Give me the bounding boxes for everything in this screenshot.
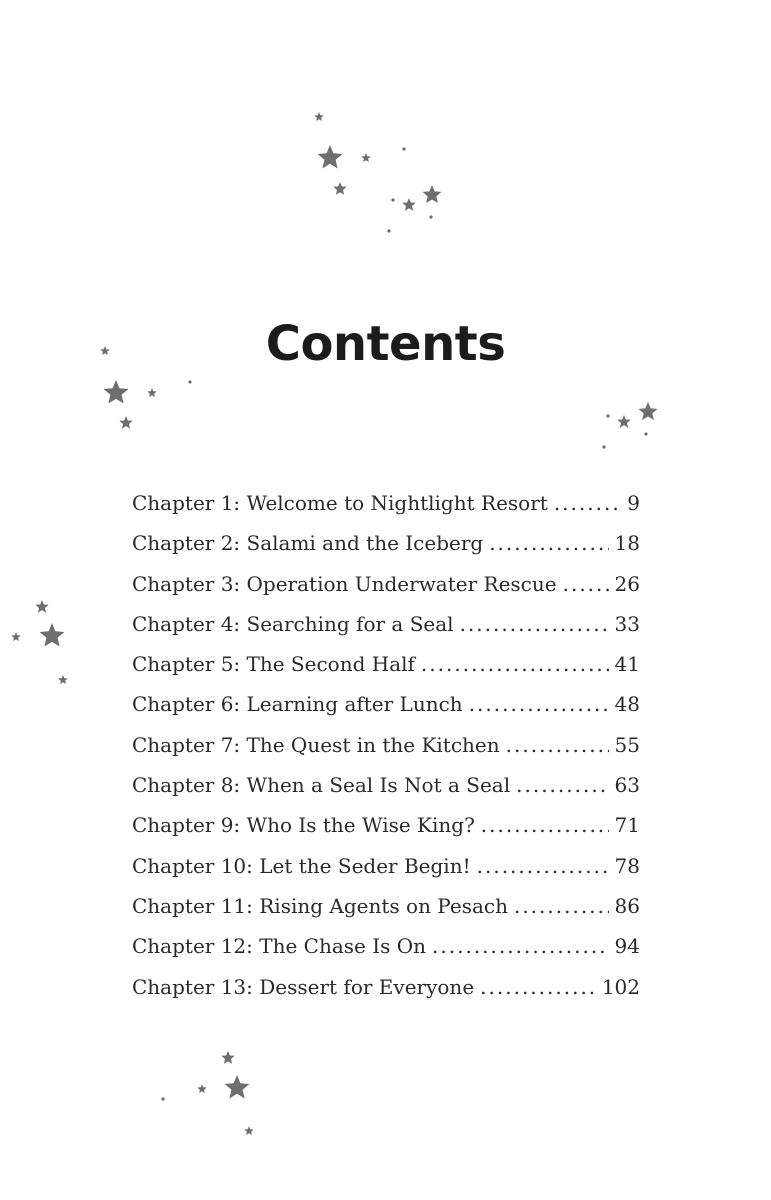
star-icon	[35, 600, 48, 613]
sparkle-dot-icon	[161, 1097, 164, 1100]
toc-entry[interactable]	[132, 523, 640, 563]
star-icon	[119, 416, 132, 429]
toc-page-number: 63	[614, 773, 640, 798]
star-icon	[244, 1126, 254, 1135]
dot-leader	[469, 684, 609, 724]
toc-chapter-title: Chapter 13: Dessert for Everyone	[132, 974, 475, 999]
dot-leader	[421, 644, 609, 684]
dot-leader	[563, 564, 609, 604]
toc-page-number: 33	[614, 611, 640, 636]
toc-entry[interactable]	[132, 765, 640, 805]
star-icon	[197, 1084, 207, 1093]
toc-entry[interactable]	[132, 967, 640, 1007]
toc-page-number: 71	[614, 813, 640, 838]
toc-entry[interactable]	[132, 846, 640, 886]
sparkle-dot-icon	[606, 414, 609, 417]
page-title: Contents	[265, 316, 506, 372]
sparkle-dot-icon	[188, 380, 191, 383]
toc-chapter-title: Chapter 10: Let the Seder Begin!	[132, 853, 471, 878]
toc-entry[interactable]	[132, 644, 640, 684]
star-icon	[225, 1075, 250, 1099]
toc-chapter-title: Chapter 8: When a Seal Is Not a Seal	[132, 773, 511, 798]
toc-page-number: 18	[614, 531, 640, 556]
toc-page-number: 94	[614, 934, 640, 959]
star-icon	[361, 153, 371, 162]
star-icon	[318, 145, 343, 169]
sparkle-dot-icon	[644, 432, 647, 435]
toc-page-number: 86	[614, 893, 640, 918]
dot-leader	[489, 523, 608, 563]
toc-entry[interactable]	[132, 564, 640, 604]
toc-chapter-title: Chapter 11: Rising Agents on Pesach	[132, 893, 508, 918]
toc-entry[interactable]	[132, 805, 640, 845]
dot-leader	[554, 483, 621, 523]
dot-leader	[460, 604, 609, 644]
toc-chapter-title: Chapter 12: The Chase Is On	[132, 934, 427, 959]
toc-entry[interactable]	[132, 483, 640, 523]
dot-leader	[481, 805, 609, 845]
toc-page-number: 26	[614, 571, 640, 596]
toc-page-number: 102	[601, 974, 640, 999]
star-icon	[147, 388, 157, 397]
toc-chapter-title: Chapter 9: Who Is the Wise King?	[132, 813, 475, 838]
star-icon	[617, 415, 630, 428]
sparkle-dot-icon	[402, 147, 405, 150]
sparkle-dot-icon	[602, 445, 605, 448]
toc-chapter-title: Chapter 6: Learning after Lunch	[132, 692, 463, 717]
dot-leader	[514, 886, 609, 926]
toc-entry[interactable]	[132, 725, 640, 765]
star-icon	[333, 182, 346, 195]
toc-chapter-title: Chapter 4: Searching for a Seal	[132, 611, 454, 636]
star-icon	[58, 675, 68, 684]
toc-chapter-title: Chapter 7: The Quest in the Kitchen	[132, 732, 500, 757]
table-of-contents	[132, 483, 640, 1007]
dot-leader	[516, 765, 608, 805]
toc-page-number: 48	[614, 692, 640, 717]
toc-chapter-title: Chapter 1: Welcome to Nightlight Resort	[132, 491, 548, 515]
toc-chapter-title: Chapter 2: Salami and the Iceberg	[132, 531, 484, 556]
toc-page-number: 78	[614, 853, 640, 878]
sparkle-dot-icon	[387, 229, 390, 232]
dot-leader	[432, 926, 609, 966]
toc-page-number: 41	[614, 652, 640, 677]
star-icon	[423, 185, 442, 203]
toc-page-number: 9	[627, 491, 640, 515]
toc-entry[interactable]	[132, 926, 640, 966]
star-icon	[11, 632, 21, 641]
sparkle-dot-icon	[391, 198, 394, 201]
sparkle-dot-icon	[429, 215, 432, 218]
toc-entry[interactable]	[132, 886, 640, 926]
toc-page-number: 55	[614, 732, 640, 757]
star-icon	[104, 380, 129, 404]
dot-leader	[480, 967, 596, 1007]
toc-chapter-title: Chapter 3: Operation Underwater Rescue	[132, 571, 557, 596]
star-icon	[639, 402, 658, 420]
toc-chapter-title: Chapter 5: The Second Half	[132, 652, 415, 677]
star-icon	[314, 112, 324, 121]
star-icon	[402, 198, 415, 211]
dot-leader	[506, 725, 609, 765]
toc-entry[interactable]	[132, 684, 640, 724]
star-icon	[221, 1051, 234, 1064]
star-icon	[40, 623, 65, 647]
toc-entry[interactable]	[132, 604, 640, 644]
dot-leader	[477, 846, 609, 886]
